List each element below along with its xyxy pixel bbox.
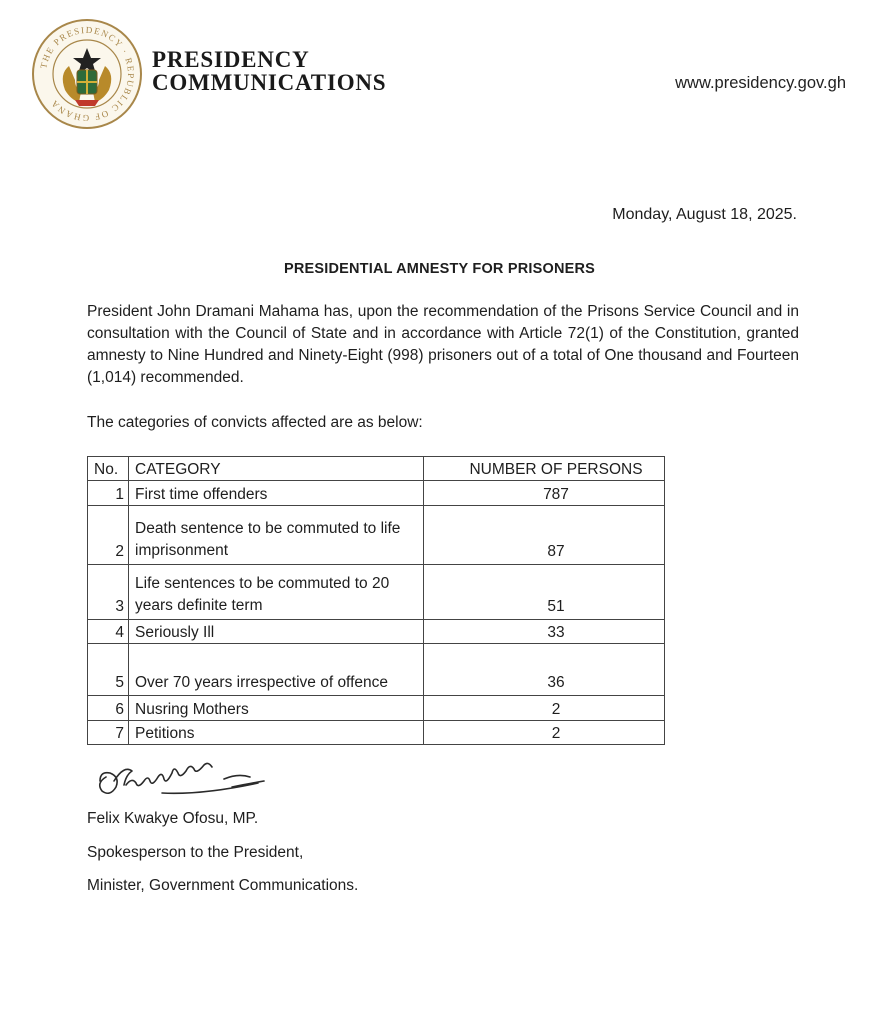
table-row (88, 481, 665, 506)
row-number: 787 (424, 481, 665, 506)
row-no: 3 (88, 565, 129, 620)
row-category: Life sentences to be commuted to 20 years definite term (129, 565, 424, 620)
row-category: First time offenders (129, 481, 424, 506)
row-no: 5 (88, 644, 129, 696)
row-no: 6 (88, 696, 129, 721)
row-number: 87 (424, 506, 665, 565)
row-no: 2 (88, 506, 129, 565)
org-line-1: PRESIDENCY (152, 47, 310, 72)
table-header-row (88, 457, 665, 481)
table-row (88, 620, 665, 644)
row-no: 7 (88, 721, 129, 745)
body-paragraph: President John Dramani Mahama has, upon the recommendation of the Prisons Service Council and in consultation with the Council of State and in accordance with Article 72(1) of the Constitution, granted amnesty to Nine Hundred and Ninety-Eight (998) prisoners out of a total of One thousand and Fourteen (1,014) recommended. (87, 303, 799, 386)
press-release-title: PRESIDENTIAL AMNESTY FOR PRISONERS (283, 261, 596, 277)
row-category: Nusring Mothers (129, 696, 424, 721)
organization-name (152, 48, 386, 94)
website-link[interactable]: www.presidency.gov.gh (675, 74, 846, 92)
presidency-seal-logo (31, 18, 143, 130)
row-no: 1 (88, 481, 129, 506)
row-category: Seriously Ill (129, 620, 424, 644)
row-no: 4 (88, 620, 129, 644)
row-number: 51 (424, 565, 665, 620)
signer-name: Felix Kwakye Ofosu, MP. (87, 810, 259, 827)
org-line-2: COMMUNICATIONS (152, 70, 387, 95)
table-row (88, 506, 665, 565)
categories-table (87, 456, 665, 745)
signer-title: Minister, Government Communications. (87, 877, 359, 894)
release-date: Monday, August 18, 2025. (612, 206, 797, 223)
table-row (88, 644, 665, 696)
row-number: 2 (424, 696, 665, 721)
row-category: Death sentence to be commuted to life imprisonment (129, 506, 424, 565)
row-category: Over 70 years irrespective of offence (129, 644, 424, 696)
row-category: Petitions (129, 721, 424, 745)
table-row (88, 696, 665, 721)
header-no: No. (88, 457, 129, 481)
table-row (88, 565, 665, 620)
categories-intro: The categories of convicts affected are as below: (87, 414, 423, 431)
signer-role: Spokesperson to the President, (87, 844, 304, 861)
header-category: CATEGORY (129, 457, 424, 481)
row-number: 36 (424, 644, 665, 696)
header-number: NUMBER OF PERSONS (424, 457, 665, 481)
table-row (88, 721, 665, 745)
handwritten-signature (92, 755, 282, 805)
svg-text:THE PRESIDENCY · REPUBLIC OF G: THE PRESIDENCY · REPUBLIC OF GHANA (38, 24, 137, 124)
row-number: 33 (424, 620, 665, 644)
row-number: 2 (424, 721, 665, 745)
